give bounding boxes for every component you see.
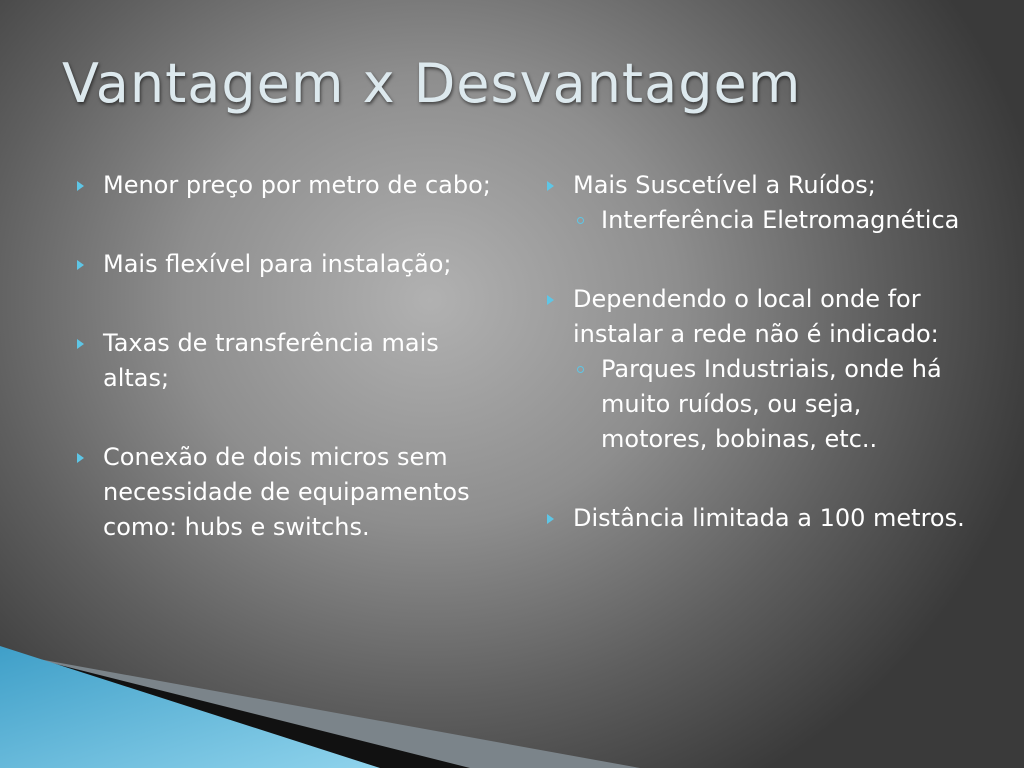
advantage-item: Menor preço por metro de cabo; bbox=[70, 168, 500, 203]
disadvantages-list bbox=[540, 168, 970, 580]
disadvantage-subitem: Interferência Eletromagnética bbox=[573, 203, 970, 238]
advantage-item: Mais flexível para instalação; bbox=[70, 247, 500, 282]
disadvantage-text: Dependendo o local onde for instalar a rede não é indicado: bbox=[573, 285, 939, 348]
disadvantage-item bbox=[540, 501, 970, 536]
disadvantage-item bbox=[540, 168, 970, 238]
advantage-item: Conexão de dois micros sem necessidade de equipamentos como: hubs e switchs. bbox=[70, 440, 500, 545]
advantage-item: Taxas de transferência mais altas; bbox=[70, 326, 500, 396]
disadvantage-subitem: Parques Industriais, onde há muito ruídos, ou seja, motores, bobinas, etc.. bbox=[573, 352, 970, 457]
slide-title: Vantagem x Desvantagem bbox=[62, 52, 802, 115]
disadvantage-text: Distância limitada a 100 metros. bbox=[573, 504, 965, 532]
advantages-list bbox=[70, 168, 500, 589]
disadvantage-item bbox=[540, 282, 970, 457]
disadvantage-text: Mais Suscetível a Ruídos; bbox=[573, 171, 876, 199]
